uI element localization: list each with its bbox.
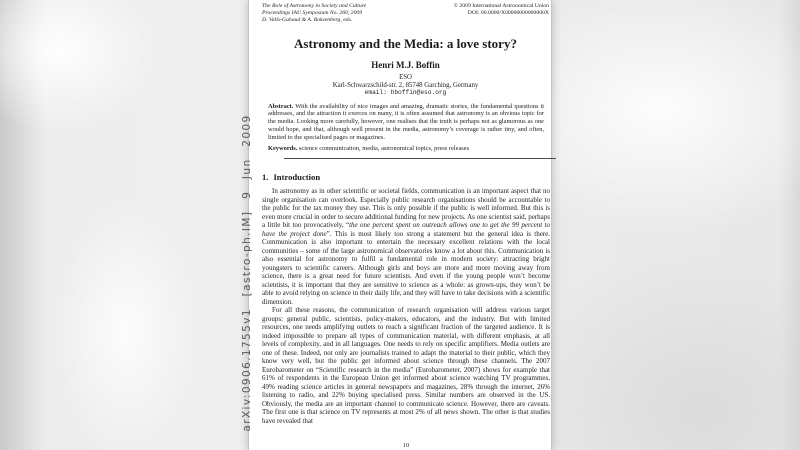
paragraph-quote-italic: the one percent spent on outreach allows one to get the 99 percent to have the project done (262, 221, 550, 238)
paragraph-text: ”. This is most likely too strong a statement but the general idea is there. Communication is also important to entertain the necessary excellent relations with the local communities – some of the large astronomical observatories know a lot about this. Communication is also essential for astronomy to fulfil a fundamental role in modern society: attracting bright youngsters to scientific careers. Although girls and boys are more and more moving away from science, there is a great need for future scientists. And even if the young people won’t become scientists, it is important that they are sensitive to science as a whole: as grown-ups, they won’t be able to avoid relying on science in their daily life, and they will have to take decisions with a scientific dimension. (262, 229, 550, 306)
proceedings-editors: D. Valls-Gabaud & A. Boksenberg, eds. (262, 17, 353, 23)
keywords-label: Keywords. (268, 145, 298, 153)
paper-page (248, 0, 552, 450)
proceedings-symposium: Proceedings IAU Symposium No. 260, 2009 (262, 10, 363, 16)
keywords-text: science communication, media, astronomical topics, press releases (298, 145, 470, 153)
journal-header-left (262, 3, 366, 24)
arxiv-watermark: arXiv:0906.1755v1 [astro-ph.IM] 9 Jun 2009 (241, 114, 253, 432)
section-title: Introduction (273, 172, 321, 182)
author-email: email: hboffin@eso.org (364, 89, 447, 97)
doi-line: DOI: 00.0000/X00000000000000X (467, 10, 549, 16)
affiliation-address: Karl-Schwarzschild-str. 2, 85748 Garching, Germany (332, 81, 479, 89)
keywords (268, 145, 544, 153)
intro-paragraph-2: For all these reasons, the communication of research organisation will address various target groups: general public, scientists, policy-makers, educators, and the industry. But with limited resources, one needs amplifying outlets to reach a significant fraction of the targeted audience. It is indeed impossible to prepare all types of communication material, with different emphasis, at all levels of complexity, and in all languages. One needs to rely on specific amplifiers. Media outlets are one of these. Indeed, not only are journalists trained to adapt the material to their public, which they know very well, but the public get informed about science through these channels. The 2007 Eurobarometer on “Scientific research in the media” (Eurobarometer, 2007) shows for example that 61% of respondents in the European Union get informed about science watching TV programmes, 49% reading science articles in general newspapers and magazines, 28% through the internet, 26% listening to radio, and 22% buying specialised press. Similar numbers are observed in the US. Obviously, the media are an important channel to communicate science. However, there are caveats. The first one is that science on TV represents at most 2% of all news shown. The other is that studies have revealed that (262, 306, 550, 425)
journal-header-right (454, 3, 549, 17)
abstract-label: Abstract. (268, 102, 294, 110)
abstract (268, 103, 544, 142)
paper-title: Astronomy and the Media: a love story? (294, 36, 517, 51)
affiliation: ESO (399, 74, 412, 81)
page-number: 10 (402, 442, 410, 449)
abstract-text: With the availability of nice images and amazing, dramatic stories, the fundamental questions it addresses, and the attraction it exerces on many, it is often assumed that astronomy is an obvious topic for the media. Looking more carefully, however, one realises that the truth is perhaps not as glamorous as one would hope, and that, although well present in the media, astronomy’s coverage is rather tiny, and often, limited to the specialised pages or magazines. (268, 102, 545, 141)
intro-paragraph-1 (262, 187, 550, 306)
section-heading-introduction (262, 172, 549, 182)
proceedings-title: The Role of Astronomy in Society and Culture (262, 3, 367, 9)
author-name: Henri M.J. Boffin (371, 60, 440, 70)
copyright-line: © 2009 International Astronomical Union (453, 3, 549, 9)
section-number: 1. (262, 172, 269, 182)
divider-rule (284, 158, 556, 159)
journal-header (262, 3, 549, 24)
paragraph-text: In astronomy as in other scientific or societal fields, communication is an important aspect that no single organisation can overlook. Especially public research organisations should be accountable to the public for the tax money they use. This is only possible if the public is well informed. But this is even more crucial in order to secure additional funding for new projects. As one scientist said, perhaps a little bit too provocatively, “ (262, 187, 550, 229)
